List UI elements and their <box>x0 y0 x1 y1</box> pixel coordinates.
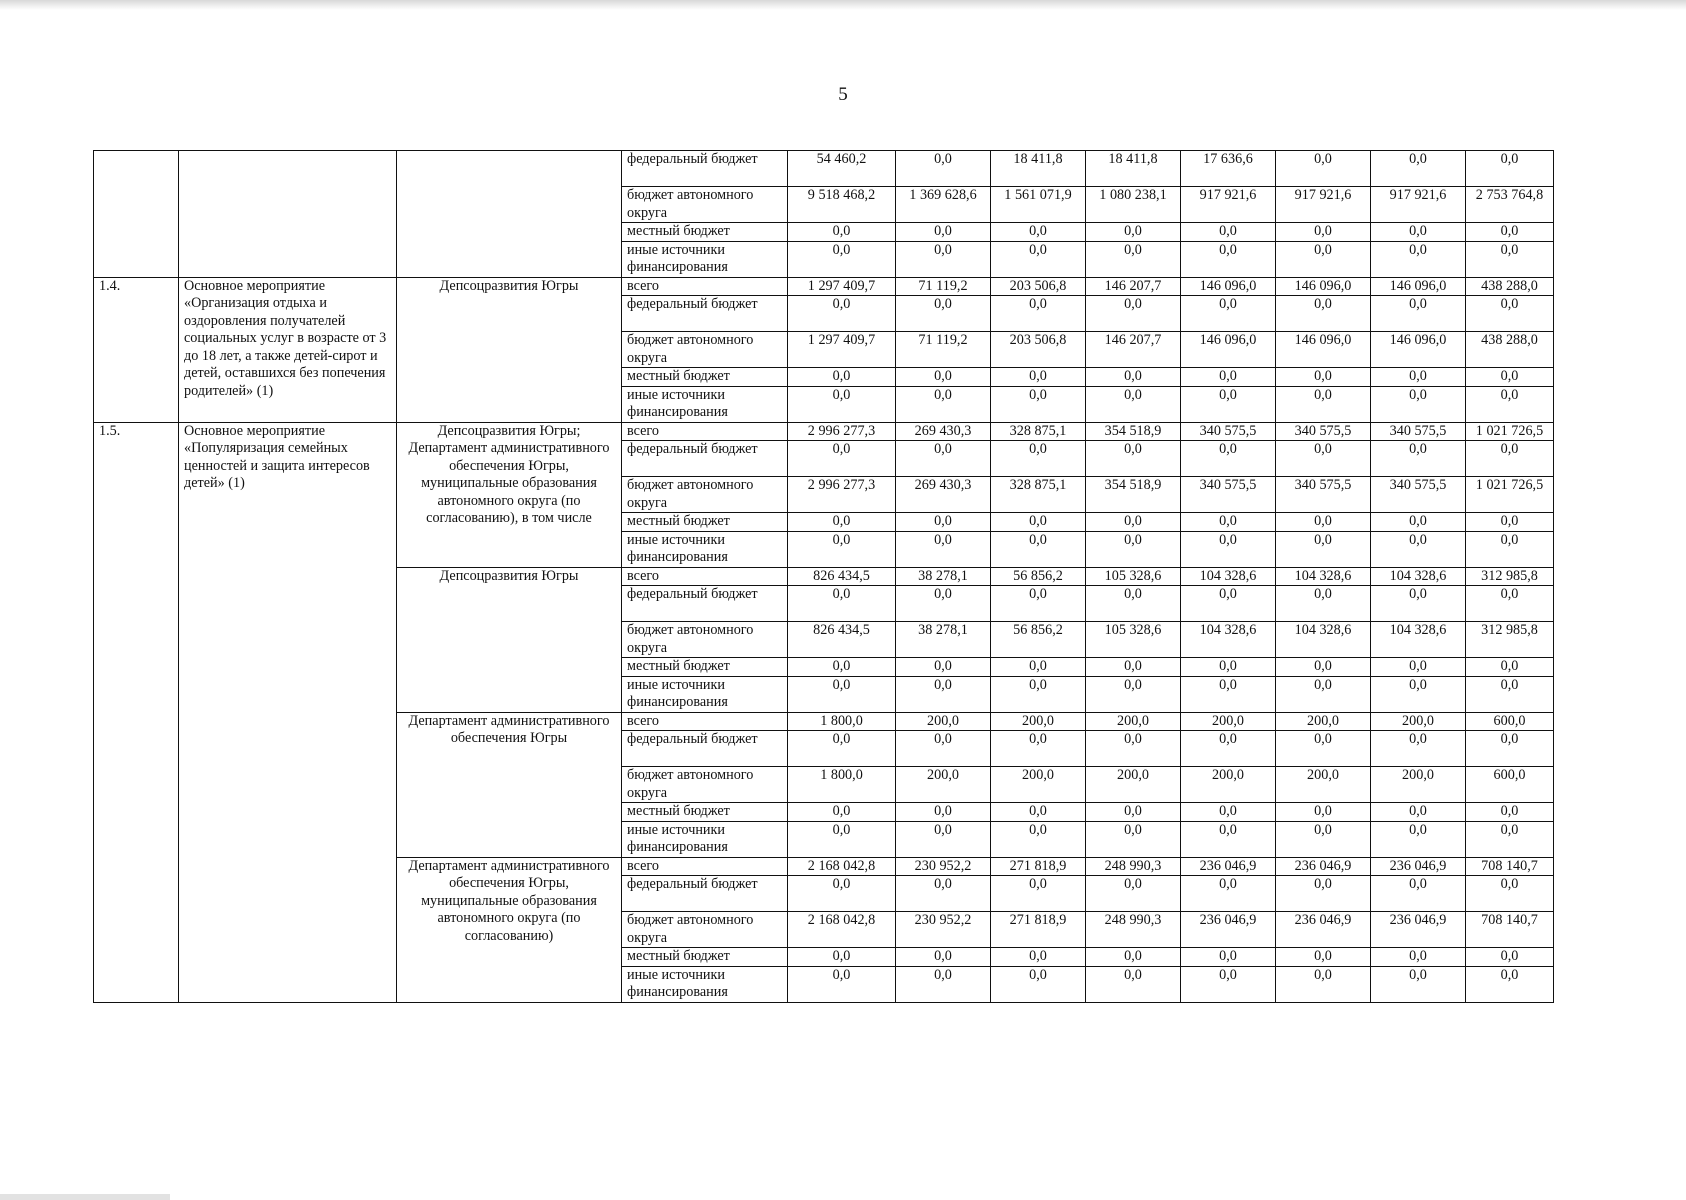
total-value-cell: 2 996 277,3 <box>788 422 896 441</box>
year-value-4-cell: 0,0 <box>1181 586 1276 622</box>
year-value-5-cell: 0,0 <box>1276 803 1371 822</box>
funding-source-cell: бюджет автономного округа <box>622 187 788 223</box>
total-value-cell: 2 996 277,3 <box>788 477 896 513</box>
year-value-5-cell: 0,0 <box>1276 151 1371 187</box>
year-value-5-cell: 0,0 <box>1276 223 1371 242</box>
funding-source-cell: местный бюджет <box>622 223 788 242</box>
year-value-4-cell: 0,0 <box>1181 368 1276 387</box>
year-value-2-cell: 0,0 <box>991 241 1086 277</box>
year-value-5-cell: 0,0 <box>1276 368 1371 387</box>
funding-source-cell: местный бюджет <box>622 948 788 967</box>
year-value-5-cell: 0,0 <box>1276 966 1371 1002</box>
total-value-cell: 1 297 409,7 <box>788 332 896 368</box>
year-value-2-cell: 203 506,8 <box>991 332 1086 368</box>
year-value-7-cell: 312 985,8 <box>1466 622 1554 658</box>
year-value-4-cell: 236 046,9 <box>1181 857 1276 876</box>
year-value-3-cell: 0,0 <box>1086 948 1181 967</box>
year-value-2-cell: 1 561 071,9 <box>991 187 1086 223</box>
year-value-5-cell: 0,0 <box>1276 296 1371 332</box>
year-value-5-cell: 0,0 <box>1276 386 1371 422</box>
year-value-6-cell: 0,0 <box>1371 441 1466 477</box>
year-value-1-cell: 0,0 <box>896 441 991 477</box>
funding-source-cell: бюджет автономного округа <box>622 332 788 368</box>
year-value-7-cell: 0,0 <box>1466 658 1554 677</box>
total-value-cell: 826 434,5 <box>788 622 896 658</box>
funding-source-cell: иные источники финансирования <box>622 676 788 712</box>
funding-source-cell: всего <box>622 422 788 441</box>
budget-table <box>93 150 1554 1003</box>
year-value-6-cell: 0,0 <box>1371 676 1466 712</box>
year-value-2-cell: 0,0 <box>991 531 1086 567</box>
year-value-4-cell: 0,0 <box>1181 821 1276 857</box>
year-value-4-cell: 0,0 <box>1181 241 1276 277</box>
year-value-4-cell: 0,0 <box>1181 531 1276 567</box>
funding-source-cell: бюджет автономного округа <box>622 767 788 803</box>
year-value-3-cell: 200,0 <box>1086 767 1181 803</box>
year-value-7-cell: 708 140,7 <box>1466 912 1554 948</box>
funding-source-cell: бюджет автономного округа <box>622 622 788 658</box>
year-value-1-cell: 0,0 <box>896 676 991 712</box>
year-value-3-cell: 0,0 <box>1086 241 1181 277</box>
year-value-2-cell: 0,0 <box>991 386 1086 422</box>
year-value-4-cell: 104 328,6 <box>1181 567 1276 586</box>
year-value-7-cell: 0,0 <box>1466 586 1554 622</box>
year-value-1-cell: 230 952,2 <box>896 912 991 948</box>
year-value-3-cell: 0,0 <box>1086 876 1181 912</box>
year-value-1-cell: 0,0 <box>896 876 991 912</box>
year-value-1-cell: 0,0 <box>896 223 991 242</box>
year-value-1-cell: 0,0 <box>896 803 991 822</box>
total-value-cell: 1 800,0 <box>788 767 896 803</box>
funding-source-cell: всего <box>622 857 788 876</box>
year-value-3-cell: 0,0 <box>1086 966 1181 1002</box>
year-value-3-cell: 354 518,9 <box>1086 477 1181 513</box>
total-value-cell: 9 518 468,2 <box>788 187 896 223</box>
year-value-7-cell: 312 985,8 <box>1466 567 1554 586</box>
year-value-6-cell: 0,0 <box>1371 658 1466 677</box>
year-value-6-cell: 0,0 <box>1371 241 1466 277</box>
year-value-4-cell: 0,0 <box>1181 223 1276 242</box>
year-value-2-cell: 0,0 <box>991 948 1086 967</box>
executor-cell: Департамент административного обеспечения Югры, муниципальные образования автономного округа (по согласованию) <box>397 857 622 1002</box>
item-number-cell: 1.5. <box>94 422 179 1002</box>
total-value-cell: 0,0 <box>788 368 896 387</box>
year-value-6-cell: 0,0 <box>1371 223 1466 242</box>
table-row <box>94 277 1554 296</box>
year-value-7-cell: 438 288,0 <box>1466 277 1554 296</box>
table-row <box>94 422 1554 441</box>
year-value-3-cell: 0,0 <box>1086 676 1181 712</box>
year-value-6-cell: 0,0 <box>1371 151 1466 187</box>
total-value-cell: 0,0 <box>788 531 896 567</box>
funding-source-cell: иные источники финансирования <box>622 821 788 857</box>
year-value-7-cell: 438 288,0 <box>1466 332 1554 368</box>
executor-cell: Департамент административного обеспечения Югры <box>397 712 622 857</box>
year-value-7-cell: 0,0 <box>1466 531 1554 567</box>
year-value-2-cell: 0,0 <box>991 658 1086 677</box>
year-value-6-cell: 0,0 <box>1371 513 1466 532</box>
year-value-4-cell: 0,0 <box>1181 948 1276 967</box>
year-value-2-cell: 18 411,8 <box>991 151 1086 187</box>
year-value-7-cell: 708 140,7 <box>1466 857 1554 876</box>
year-value-3-cell: 354 518,9 <box>1086 422 1181 441</box>
year-value-3-cell: 146 207,7 <box>1086 277 1181 296</box>
year-value-6-cell: 236 046,9 <box>1371 857 1466 876</box>
item-number-cell <box>94 151 179 278</box>
year-value-6-cell: 0,0 <box>1371 948 1466 967</box>
year-value-1-cell: 200,0 <box>896 767 991 803</box>
year-value-5-cell: 0,0 <box>1276 586 1371 622</box>
year-value-4-cell: 0,0 <box>1181 386 1276 422</box>
year-value-1-cell: 38 278,1 <box>896 567 991 586</box>
funding-source-cell: бюджет автономного округа <box>622 477 788 513</box>
year-value-7-cell: 0,0 <box>1466 368 1554 387</box>
year-value-5-cell: 340 575,5 <box>1276 477 1371 513</box>
funding-source-cell: федеральный бюджет <box>622 731 788 767</box>
year-value-5-cell: 0,0 <box>1276 821 1371 857</box>
total-value-cell: 826 434,5 <box>788 567 896 586</box>
year-value-3-cell: 105 328,6 <box>1086 622 1181 658</box>
year-value-4-cell: 340 575,5 <box>1181 422 1276 441</box>
total-value-cell: 2 168 042,8 <box>788 912 896 948</box>
scan-bottom-edge <box>0 1194 170 1200</box>
total-value-cell: 0,0 <box>788 821 896 857</box>
year-value-6-cell: 0,0 <box>1371 531 1466 567</box>
year-value-2-cell: 328 875,1 <box>991 477 1086 513</box>
year-value-3-cell: 105 328,6 <box>1086 567 1181 586</box>
year-value-4-cell: 236 046,9 <box>1181 912 1276 948</box>
total-value-cell: 0,0 <box>788 386 896 422</box>
year-value-6-cell: 236 046,9 <box>1371 912 1466 948</box>
year-value-6-cell: 917 921,6 <box>1371 187 1466 223</box>
year-value-5-cell: 104 328,6 <box>1276 622 1371 658</box>
executor-cell: Депсоцразвития Югры <box>397 277 622 422</box>
total-value-cell: 1 297 409,7 <box>788 277 896 296</box>
year-value-6-cell: 0,0 <box>1371 876 1466 912</box>
year-value-1-cell: 0,0 <box>896 731 991 767</box>
funding-source-cell: федеральный бюджет <box>622 441 788 477</box>
year-value-4-cell: 917 921,6 <box>1181 187 1276 223</box>
year-value-2-cell: 0,0 <box>991 966 1086 1002</box>
year-value-2-cell: 200,0 <box>991 712 1086 731</box>
year-value-2-cell: 0,0 <box>991 821 1086 857</box>
year-value-4-cell: 0,0 <box>1181 513 1276 532</box>
total-value-cell: 0,0 <box>788 966 896 1002</box>
year-value-1-cell: 0,0 <box>896 586 991 622</box>
year-value-3-cell: 146 207,7 <box>1086 332 1181 368</box>
year-value-4-cell: 0,0 <box>1181 441 1276 477</box>
year-value-1-cell: 0,0 <box>896 531 991 567</box>
year-value-6-cell: 146 096,0 <box>1371 332 1466 368</box>
year-value-2-cell: 203 506,8 <box>991 277 1086 296</box>
year-value-1-cell: 269 430,3 <box>896 422 991 441</box>
year-value-5-cell: 340 575,5 <box>1276 422 1371 441</box>
year-value-1-cell: 0,0 <box>896 948 991 967</box>
year-value-6-cell: 0,0 <box>1371 368 1466 387</box>
total-value-cell: 0,0 <box>788 803 896 822</box>
year-value-2-cell: 271 818,9 <box>991 912 1086 948</box>
funding-source-cell: всего <box>622 277 788 296</box>
year-value-7-cell: 0,0 <box>1466 296 1554 332</box>
scan-top-edge <box>0 0 1686 10</box>
year-value-3-cell: 0,0 <box>1086 731 1181 767</box>
year-value-4-cell: 0,0 <box>1181 876 1276 912</box>
year-value-6-cell: 0,0 <box>1371 803 1466 822</box>
year-value-3-cell: 1 080 238,1 <box>1086 187 1181 223</box>
year-value-6-cell: 0,0 <box>1371 586 1466 622</box>
year-value-7-cell: 0,0 <box>1466 803 1554 822</box>
year-value-1-cell: 0,0 <box>896 966 991 1002</box>
year-value-3-cell: 0,0 <box>1086 531 1181 567</box>
year-value-5-cell: 0,0 <box>1276 731 1371 767</box>
item-number-cell: 1.4. <box>94 277 179 422</box>
page-number: 5 <box>838 84 848 105</box>
total-value-cell: 0,0 <box>788 441 896 477</box>
year-value-7-cell: 0,0 <box>1466 241 1554 277</box>
year-value-5-cell: 200,0 <box>1276 712 1371 731</box>
year-value-6-cell: 146 096,0 <box>1371 277 1466 296</box>
year-value-4-cell: 0,0 <box>1181 676 1276 712</box>
year-value-5-cell: 0,0 <box>1276 658 1371 677</box>
year-value-3-cell: 18 411,8 <box>1086 151 1181 187</box>
year-value-3-cell: 0,0 <box>1086 386 1181 422</box>
year-value-5-cell: 0,0 <box>1276 241 1371 277</box>
total-value-cell: 0,0 <box>788 676 896 712</box>
year-value-5-cell: 146 096,0 <box>1276 332 1371 368</box>
year-value-6-cell: 200,0 <box>1371 767 1466 803</box>
year-value-2-cell: 0,0 <box>991 876 1086 912</box>
executor-cell: Депсоцразвития Югры <box>397 567 622 712</box>
year-value-1-cell: 1 369 628,6 <box>896 187 991 223</box>
year-value-2-cell: 0,0 <box>991 296 1086 332</box>
year-value-7-cell: 0,0 <box>1466 151 1554 187</box>
year-value-2-cell: 328 875,1 <box>991 422 1086 441</box>
year-value-2-cell: 271 818,9 <box>991 857 1086 876</box>
year-value-6-cell: 340 575,5 <box>1371 422 1466 441</box>
funding-source-cell: местный бюджет <box>622 368 788 387</box>
year-value-1-cell: 0,0 <box>896 241 991 277</box>
year-value-3-cell: 0,0 <box>1086 368 1181 387</box>
funding-source-cell: местный бюджет <box>622 658 788 677</box>
year-value-2-cell: 0,0 <box>991 513 1086 532</box>
year-value-4-cell: 0,0 <box>1181 966 1276 1002</box>
year-value-1-cell: 0,0 <box>896 296 991 332</box>
year-value-7-cell: 0,0 <box>1466 386 1554 422</box>
year-value-1-cell: 0,0 <box>896 513 991 532</box>
total-value-cell: 0,0 <box>788 241 896 277</box>
total-value-cell: 0,0 <box>788 223 896 242</box>
year-value-3-cell: 0,0 <box>1086 513 1181 532</box>
year-value-6-cell: 200,0 <box>1371 712 1466 731</box>
year-value-3-cell: 0,0 <box>1086 658 1181 677</box>
year-value-4-cell: 146 096,0 <box>1181 277 1276 296</box>
year-value-3-cell: 0,0 <box>1086 586 1181 622</box>
funding-source-cell: местный бюджет <box>622 803 788 822</box>
year-value-5-cell: 0,0 <box>1276 948 1371 967</box>
year-value-7-cell: 0,0 <box>1466 513 1554 532</box>
year-value-5-cell: 146 096,0 <box>1276 277 1371 296</box>
total-value-cell: 1 800,0 <box>788 712 896 731</box>
total-value-cell: 0,0 <box>788 876 896 912</box>
year-value-4-cell: 17 636,6 <box>1181 151 1276 187</box>
year-value-3-cell: 0,0 <box>1086 803 1181 822</box>
year-value-1-cell: 230 952,2 <box>896 857 991 876</box>
funding-source-cell: всего <box>622 567 788 586</box>
funding-source-cell: федеральный бюджет <box>622 296 788 332</box>
year-value-6-cell: 0,0 <box>1371 966 1466 1002</box>
year-value-3-cell: 248 990,3 <box>1086 857 1181 876</box>
year-value-1-cell: 0,0 <box>896 151 991 187</box>
total-value-cell: 0,0 <box>788 586 896 622</box>
year-value-2-cell: 0,0 <box>991 586 1086 622</box>
year-value-7-cell: 1 021 726,5 <box>1466 477 1554 513</box>
year-value-7-cell: 0,0 <box>1466 676 1554 712</box>
year-value-5-cell: 0,0 <box>1276 676 1371 712</box>
total-value-cell: 0,0 <box>788 296 896 332</box>
funding-source-cell: федеральный бюджет <box>622 876 788 912</box>
year-value-3-cell: 200,0 <box>1086 712 1181 731</box>
year-value-7-cell: 1 021 726,5 <box>1466 422 1554 441</box>
year-value-7-cell: 0,0 <box>1466 223 1554 242</box>
year-value-2-cell: 0,0 <box>991 676 1086 712</box>
year-value-7-cell: 0,0 <box>1466 441 1554 477</box>
year-value-3-cell: 0,0 <box>1086 223 1181 242</box>
year-value-2-cell: 0,0 <box>991 731 1086 767</box>
year-value-4-cell: 146 096,0 <box>1181 332 1276 368</box>
year-value-1-cell: 0,0 <box>896 368 991 387</box>
executor-cell <box>397 151 622 278</box>
year-value-3-cell: 248 990,3 <box>1086 912 1181 948</box>
year-value-7-cell: 0,0 <box>1466 731 1554 767</box>
year-value-1-cell: 0,0 <box>896 821 991 857</box>
year-value-4-cell: 200,0 <box>1181 767 1276 803</box>
table-row <box>94 151 1554 187</box>
year-value-5-cell: 200,0 <box>1276 767 1371 803</box>
activity-name-cell: Основное мероприятие «Организация отдыха и оздоровления получателей социальных услуг в возрасте от 3 до 18 лет, а также детей-сирот и детей, оставшихся без попечения родителей» (1) <box>179 277 397 422</box>
year-value-5-cell: 0,0 <box>1276 876 1371 912</box>
year-value-3-cell: 0,0 <box>1086 821 1181 857</box>
year-value-1-cell: 71 119,2 <box>896 277 991 296</box>
executor-cell: Депсоцразвития Югры; Департамент административного обеспечения Югры, муниципальные образования автономного округа (по согласованию), в том числе <box>397 422 622 567</box>
year-value-7-cell: 0,0 <box>1466 948 1554 967</box>
total-value-cell: 0,0 <box>788 948 896 967</box>
funding-source-cell: иные источники финансирования <box>622 531 788 567</box>
total-value-cell: 0,0 <box>788 658 896 677</box>
year-value-2-cell: 0,0 <box>991 803 1086 822</box>
year-value-6-cell: 104 328,6 <box>1371 622 1466 658</box>
year-value-7-cell: 0,0 <box>1466 966 1554 1002</box>
year-value-4-cell: 0,0 <box>1181 658 1276 677</box>
year-value-2-cell: 0,0 <box>991 223 1086 242</box>
year-value-1-cell: 269 430,3 <box>896 477 991 513</box>
funding-source-cell: местный бюджет <box>622 513 788 532</box>
year-value-7-cell: 600,0 <box>1466 712 1554 731</box>
year-value-2-cell: 0,0 <box>991 441 1086 477</box>
year-value-2-cell: 56 856,2 <box>991 622 1086 658</box>
total-value-cell: 0,0 <box>788 731 896 767</box>
year-value-4-cell: 0,0 <box>1181 803 1276 822</box>
year-value-2-cell: 200,0 <box>991 767 1086 803</box>
year-value-6-cell: 340 575,5 <box>1371 477 1466 513</box>
funding-source-cell: федеральный бюджет <box>622 151 788 187</box>
year-value-5-cell: 917 921,6 <box>1276 187 1371 223</box>
total-value-cell: 2 168 042,8 <box>788 857 896 876</box>
year-value-5-cell: 0,0 <box>1276 531 1371 567</box>
year-value-4-cell: 0,0 <box>1181 296 1276 332</box>
year-value-6-cell: 0,0 <box>1371 731 1466 767</box>
year-value-1-cell: 200,0 <box>896 712 991 731</box>
year-value-7-cell: 0,0 <box>1466 821 1554 857</box>
year-value-5-cell: 104 328,6 <box>1276 567 1371 586</box>
total-value-cell: 54 460,2 <box>788 151 896 187</box>
year-value-4-cell: 200,0 <box>1181 712 1276 731</box>
year-value-3-cell: 0,0 <box>1086 296 1181 332</box>
year-value-2-cell: 56 856,2 <box>991 567 1086 586</box>
year-value-4-cell: 0,0 <box>1181 731 1276 767</box>
year-value-6-cell: 0,0 <box>1371 821 1466 857</box>
funding-source-cell: иные источники финансирования <box>622 966 788 1002</box>
year-value-5-cell: 0,0 <box>1276 441 1371 477</box>
year-value-1-cell: 38 278,1 <box>896 622 991 658</box>
year-value-6-cell: 0,0 <box>1371 296 1466 332</box>
year-value-1-cell: 0,0 <box>896 386 991 422</box>
year-value-5-cell: 236 046,9 <box>1276 857 1371 876</box>
year-value-6-cell: 0,0 <box>1371 386 1466 422</box>
activity-name-cell: Основное мероприятие «Популяризация семейных ценностей и защита интересов детей» (1) <box>179 422 397 1002</box>
year-value-7-cell: 2 753 764,8 <box>1466 187 1554 223</box>
year-value-3-cell: 0,0 <box>1086 441 1181 477</box>
year-value-4-cell: 104 328,6 <box>1181 622 1276 658</box>
funding-source-cell: бюджет автономного округа <box>622 912 788 948</box>
year-value-5-cell: 0,0 <box>1276 513 1371 532</box>
year-value-4-cell: 340 575,5 <box>1181 477 1276 513</box>
year-value-7-cell: 0,0 <box>1466 876 1554 912</box>
year-value-1-cell: 0,0 <box>896 658 991 677</box>
funding-source-cell: иные источники финансирования <box>622 241 788 277</box>
activity-name-cell <box>179 151 397 278</box>
year-value-2-cell: 0,0 <box>991 368 1086 387</box>
funding-source-cell: всего <box>622 712 788 731</box>
funding-source-cell: федеральный бюджет <box>622 586 788 622</box>
year-value-7-cell: 600,0 <box>1466 767 1554 803</box>
year-value-5-cell: 236 046,9 <box>1276 912 1371 948</box>
total-value-cell: 0,0 <box>788 513 896 532</box>
year-value-6-cell: 104 328,6 <box>1371 567 1466 586</box>
funding-source-cell: иные источники финансирования <box>622 386 788 422</box>
year-value-1-cell: 71 119,2 <box>896 332 991 368</box>
